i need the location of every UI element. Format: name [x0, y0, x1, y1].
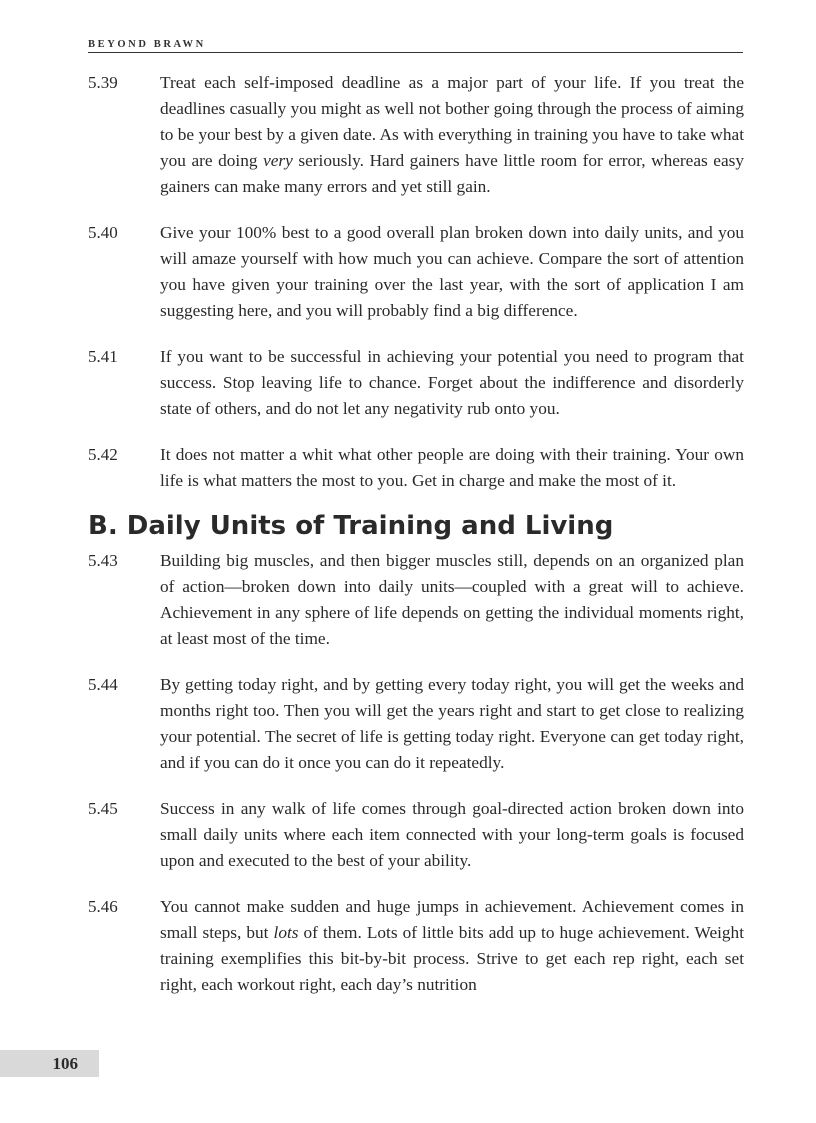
- section-heading: B. Daily Units of Training and Living: [88, 511, 614, 541]
- paragraph-number: 5.42: [88, 445, 118, 464]
- paragraph-text: If you want to be successful in achieving your potential you need to program that success. Stop leaving life to chance. Forget about the indifference and disorderly state of others, and do not let any negativity rub onto you.: [160, 347, 744, 418]
- paragraph-text: It does not matter a whit what other people are doing with their training. Your own life is what matters the most to you. Get in charge and make the most of it.: [160, 445, 744, 490]
- paragraph-text: Treat each self-imposed deadline as a major part of your life. If you treat the deadlines casually you might as well not bother going through the process of aiming to be your best by a given date. As with everything in training you have to take what you are doing very seriously. Hard gainers have little room for error, whereas easy gainers can make many errors and yet still gain.: [160, 73, 745, 196]
- paragraph-number: 5.41: [88, 347, 118, 366]
- numbered-paragraph: [88, 220, 744, 324]
- numbered-paragraph: [88, 70, 744, 200]
- numbered-paragraph: [88, 548, 744, 652]
- running-header: [88, 34, 743, 53]
- paragraph-text: Give your 100% best to a good overall plan broken down into daily units, and you will amaze yourself with how much you can achieve. Compare the sort of attention you have given your training over the last year, with the sort of application I am suggesting here, and you will probably find a big difference.: [160, 223, 744, 320]
- numbered-paragraph: [88, 672, 744, 776]
- page-body: [88, 70, 744, 1018]
- paragraph-text: Building big muscles, and then bigger muscles still, depends on an organized plan of action—broken down into daily units—coupled with a great will to achieve. Achievement in any sphere of life depends on getting the individual moments right, at least most of the time.: [160, 551, 744, 648]
- paragraph-number: 5.40: [88, 223, 118, 242]
- numbered-paragraph: [88, 442, 744, 494]
- page-number: 106: [52, 1054, 78, 1073]
- running-title: BEYOND BRAWN: [88, 39, 206, 50]
- paragraph-text: You cannot make sudden and huge jumps in achievement. Achievement comes in small steps, but lots of them. Lots of little bits add up to huge achievement. Weight training exemplifies this bit-by-bit process. Strive to get each rep right, each set right, each workout right, each day’s nutrition: [160, 897, 744, 994]
- paragraph-number: 5.39: [88, 73, 118, 92]
- paragraph-number: 5.43: [88, 551, 118, 570]
- paragraph-number: 5.44: [88, 675, 118, 694]
- numbered-paragraph: [88, 894, 744, 998]
- numbered-paragraph: [88, 344, 744, 422]
- page-number-tab: [0, 1050, 99, 1077]
- numbered-paragraph: [88, 796, 744, 874]
- paragraph-text: By getting today right, and by getting every today right, you will get the weeks and months right too. Then you will get the years right and start to get close to realizing your potential. The secret of life is getting today right. Everyone can get today right, and if you can do it once you can do it repeatedly.: [160, 675, 744, 772]
- paragraph-number: 5.46: [88, 897, 118, 916]
- paragraph-number: 5.45: [88, 799, 118, 818]
- paragraph-text: Success in any walk of life comes through goal-directed action broken down into small daily units where each item connected with your long-term goals is focused upon and executed to the best of your ability.: [160, 799, 744, 870]
